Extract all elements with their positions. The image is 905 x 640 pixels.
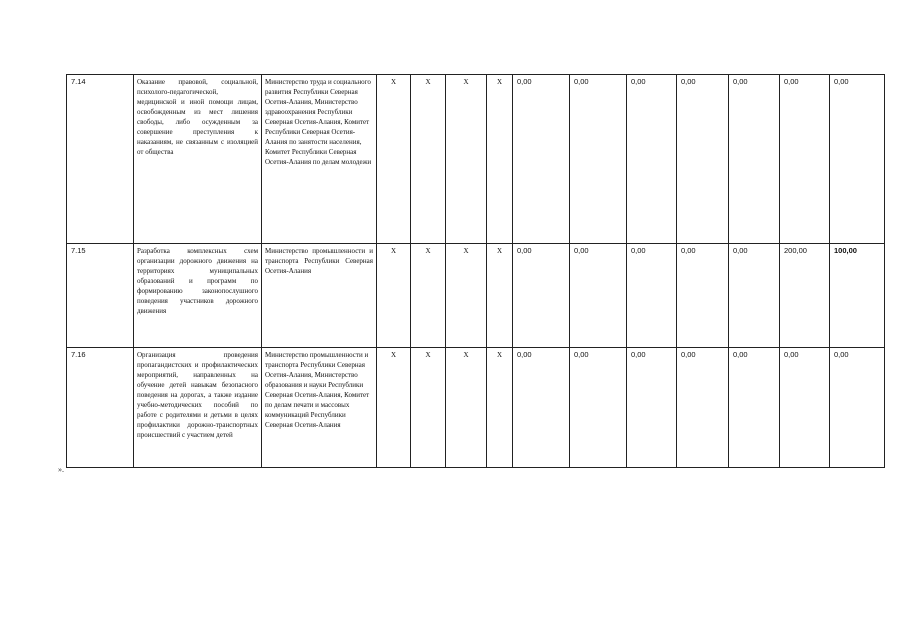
row-number: 7.16 [67, 348, 134, 468]
cell-value: 0,00 [513, 244, 570, 348]
cell-x: X [487, 244, 513, 348]
cell-value: 0,00 [780, 75, 830, 244]
row-number: 7.15 [67, 244, 134, 348]
cell-value: 0,00 [729, 348, 780, 468]
cell-x: X [487, 75, 513, 244]
cell-value: 0,00 [677, 244, 729, 348]
row-description: Разработка комплексных схем организации дорожного движения на территориях муниципальных образований и программ по формированию законопослушного поведения участников дорожного движения [134, 244, 262, 348]
closing-quote: ». [58, 465, 64, 474]
row-description: Организация проведения пропагандистских и профилактических мероприятий, направленных на обучение детей навыкам безопасного поведения на дорогах, а также издание учебно-методических пособий по работе с родителями и детьми в целях профилактики дорожно-транспортных происшествий с участием детей [134, 348, 262, 468]
row-number: 7.14 [67, 75, 134, 244]
row-executor: Министерство труда и социального развития Республики Северная Осетия-Алания, Министерство здравоохранения Республики Северная Осетия-Алания, Комитет Республики Северная Осетия-Алания по занятости населения, Комитет Республики Северная Осетия-Алания по делам молодежи [262, 75, 377, 244]
cell-x: X [411, 244, 446, 348]
cell-value: 0,00 [780, 348, 830, 468]
cell-value: 0,00 [729, 75, 780, 244]
cell-x: X [377, 75, 411, 244]
cell-value: 0,00 [627, 244, 677, 348]
cell-x: X [446, 244, 487, 348]
row-description: Оказание правовой, социальной, психолого-педагогической, медицинской и иной помощи лицам, освобожденным из мест лишения свободы, либо осужденным за совершение преступления к наказаниям, не связанным с изоляцией от общества [134, 75, 262, 244]
cell-x: X [446, 75, 487, 244]
cell-value: 0,00 [570, 244, 627, 348]
cell-value: 200,00 [780, 244, 830, 348]
row-executor: Министерство промышленности и транспорта Республики Северная Осетия-Алания [262, 244, 377, 348]
cell-x: X [411, 75, 446, 244]
cell-value: 0,00 [627, 348, 677, 468]
cell-value: 0,00 [729, 244, 780, 348]
cell-value: 0,00 [570, 348, 627, 468]
program-table [66, 74, 885, 468]
cell-x: X [446, 348, 487, 468]
cell-value: 0,00 [677, 348, 729, 468]
cell-x: X [377, 348, 411, 468]
cell-value: 100,00 [830, 244, 885, 348]
cell-value: 0,00 [627, 75, 677, 244]
cell-value: 0,00 [513, 348, 570, 468]
table-row [67, 75, 885, 244]
cell-value: 0,00 [830, 348, 885, 468]
table-row [67, 244, 885, 348]
cell-x: X [377, 244, 411, 348]
row-executor: Министерство промышленности и транспорта Республики Северная Осетия-Алания, Министерство образования и науки Республики Северная Осетия-Алания, Комитет по делам печати и массовых коммуникаций Республики Северная Осетия-Алания [262, 348, 377, 468]
cell-value: 0,00 [677, 75, 729, 244]
cell-value: 0,00 [513, 75, 570, 244]
cell-x: X [487, 348, 513, 468]
cell-value: 0,00 [830, 75, 885, 244]
cell-value: 0,00 [570, 75, 627, 244]
cell-x: X [411, 348, 446, 468]
table-row [67, 348, 885, 468]
